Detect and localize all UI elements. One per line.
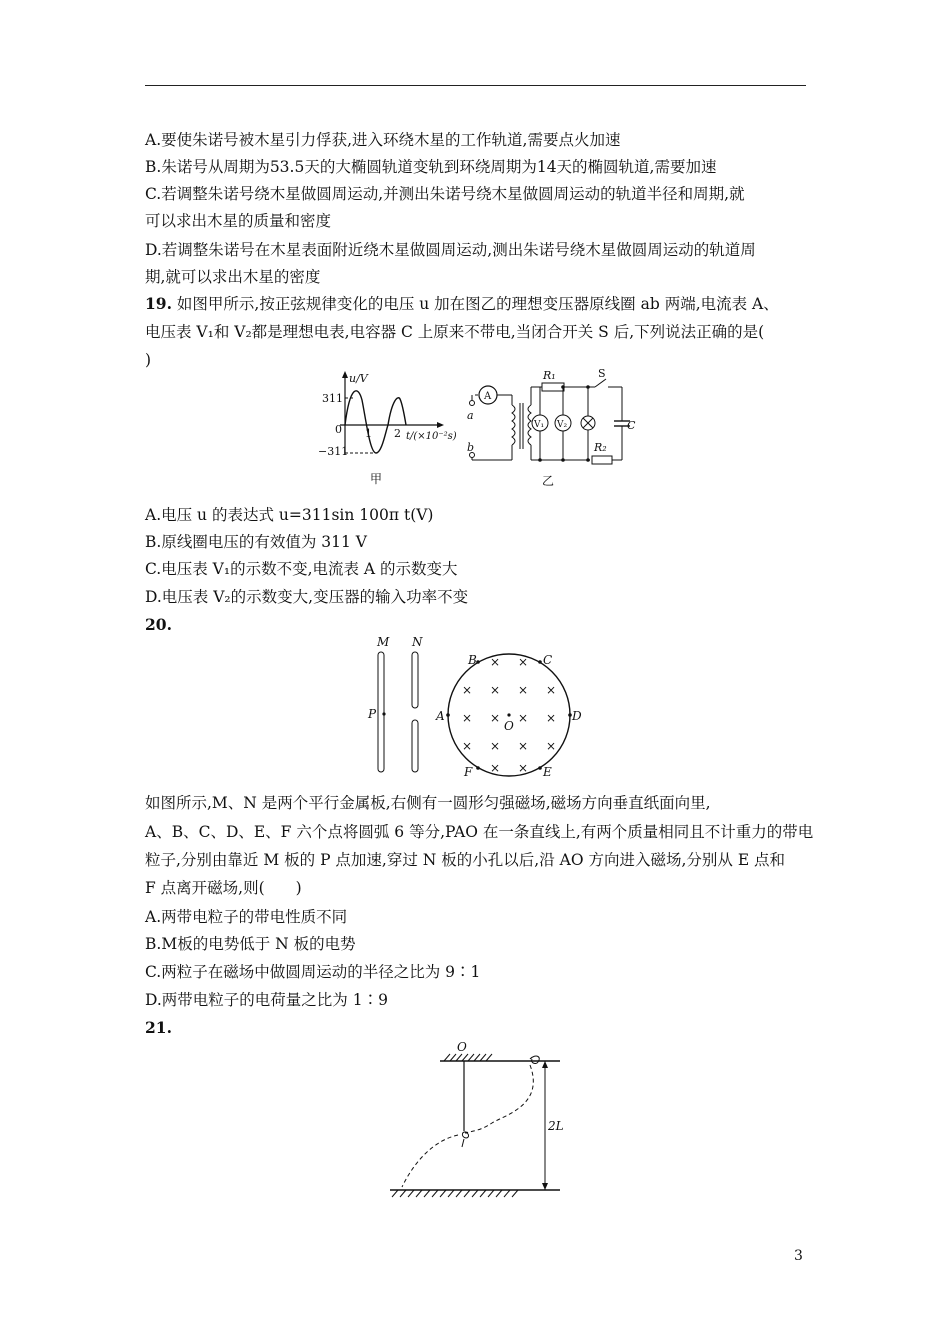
q20-stem-4: F 点离开磁场,则( ) bbox=[145, 879, 302, 897]
q20-label-o: O bbox=[504, 719, 514, 733]
q21-figure bbox=[380, 1035, 580, 1205]
q20-cross: × bbox=[546, 739, 557, 753]
q20-cross: × bbox=[490, 739, 501, 753]
q20-label-e: E bbox=[543, 765, 552, 779]
q20-label-d: D bbox=[572, 709, 582, 723]
q19-v1: V₁ bbox=[534, 420, 545, 430]
q19-option-b: B.原线圈电压的有效值为 311 V bbox=[145, 533, 367, 551]
q20-number: 20. bbox=[145, 615, 172, 634]
q20-option-d: D.两带电粒子的电荷量之比为 1∶9 bbox=[145, 991, 388, 1009]
q20-cross: × bbox=[462, 739, 473, 753]
q20-option-b: B.M板的电势低于 N 板的电势 bbox=[145, 935, 356, 953]
q20-cross: × bbox=[490, 761, 501, 775]
q20-label-m: M bbox=[377, 635, 390, 649]
q19-option-c: C.电压表 V₁的示数不变,电流表 A 的示数变大 bbox=[145, 560, 458, 578]
q21-label-o: O bbox=[457, 1040, 467, 1054]
q20-option-c: C.两粒子在磁场中做圆周运动的半径之比为 9∶1 bbox=[145, 963, 481, 981]
q19-axis-u: u/V bbox=[349, 372, 368, 385]
q18-option-b: B.朱诺号从周期为53.5天的大椭圆轨道变轨到环绕周期为14天的椭圆轨道,需要加速 bbox=[145, 158, 717, 176]
q20-cross: × bbox=[518, 655, 529, 669]
q21-label-2l: 2L bbox=[548, 1119, 564, 1133]
q19-r1: R₁ bbox=[543, 369, 556, 382]
q19-stem-2: 电压表 V₁和 V₂都是理想电表,电容器 C 上原来不带电,当闭合开关 S 后,下列说法正确的是( bbox=[145, 323, 765, 341]
q19-ammeter: A bbox=[484, 391, 492, 402]
q19-figure bbox=[318, 365, 650, 495]
q19-number: 19. bbox=[145, 294, 172, 313]
q20-cross: × bbox=[462, 683, 473, 697]
q19-origin: 0 bbox=[335, 423, 342, 436]
q20-option-a: A.两带电粒子的带电性质不同 bbox=[145, 908, 348, 926]
q19-switch: S bbox=[598, 367, 606, 380]
q20-stem-1: 如图所示,M、N 是两个平行金属板,右侧有一圆形匀强磁场,磁场方向垂直纸面向里, bbox=[145, 794, 711, 812]
q18-option-c: C.若调整朱诺号绕木星做圆周运动,并测出朱诺号绕木星做圆周运动的轨道半径和周期,就 bbox=[145, 185, 745, 203]
q20-cross: × bbox=[490, 655, 501, 669]
q19-tick-1: 1 bbox=[365, 427, 372, 440]
q19-v2: V₂ bbox=[557, 420, 568, 430]
q20-cross: × bbox=[546, 711, 557, 725]
page-number: 3 bbox=[794, 1248, 803, 1264]
q20-label-c: C bbox=[543, 653, 553, 667]
q18-option-a: A.要使朱诺号被木星引力俘获,进入环绕木星的工作轨道,需要点火加速 bbox=[145, 131, 621, 149]
q20-label-b: B bbox=[468, 653, 477, 667]
q20-label-n: N bbox=[412, 635, 423, 649]
q20-cross: × bbox=[462, 711, 473, 725]
q19-label-311: 311 bbox=[322, 392, 343, 405]
q20-figure bbox=[360, 632, 600, 782]
q20-cross: × bbox=[518, 683, 529, 697]
q20-label-p: P bbox=[368, 707, 377, 721]
q20-label-f: F bbox=[464, 765, 473, 779]
q20-cross: × bbox=[490, 683, 501, 697]
q20-stem-2: A、B、C、D、E、F 六个点将圆弧 6 等分,PAO 在一条直线上,有两个质量相同且不计重力的带电 bbox=[145, 823, 814, 841]
q20-cross: × bbox=[546, 683, 557, 697]
q19-axis-t: t/(×10⁻²s) bbox=[406, 431, 457, 442]
q18-option-d-cont: 期,就可以求出木星的密度 bbox=[145, 268, 321, 286]
header-rule bbox=[145, 85, 806, 86]
q20-stem-3: 粒子,分别由靠近 M 板的 P 点加速,穿过 N 板的小孔以后,沿 AO 方向进入磁场,分别从 E 点和 bbox=[145, 851, 786, 869]
q21-number: 21. bbox=[145, 1018, 172, 1037]
q20-label-a: A bbox=[436, 709, 445, 723]
q19-option-a: A.电压 u 的表达式 u=311sin 100π t(V) bbox=[145, 506, 434, 524]
q19-terminal-b: b bbox=[467, 441, 475, 454]
q18-option-c-cont: 可以求出木星的质量和密度 bbox=[145, 212, 332, 230]
q20-cross: × bbox=[518, 711, 529, 725]
q20-cross: × bbox=[518, 739, 529, 753]
q19-stem-1: 19. 如图甲所示,按正弦规律变化的电压 u 加在图乙的理想变压器原线圈 ab 两端,电流表 A、 bbox=[145, 294, 779, 313]
q20-cross: × bbox=[518, 761, 529, 775]
q19-tick-2: 2 bbox=[394, 427, 401, 440]
q19-label-jia: 甲 bbox=[370, 472, 383, 486]
q18-option-d: D.若调整朱诺号在木星表面附近绕木星做圆周运动,测出朱诺号绕木星做圆周运动的轨道周 bbox=[145, 241, 756, 259]
q19-option-d: D.电压表 V₂的示数变大,变压器的输入功率不变 bbox=[145, 588, 469, 606]
q19-stem-3: ) bbox=[145, 351, 152, 369]
q19-label-neg311: −311 bbox=[318, 445, 349, 458]
q19-label-yi: 乙 bbox=[542, 474, 555, 488]
q19-r2: R₂ bbox=[594, 441, 607, 454]
q19-terminal-a: a bbox=[467, 409, 474, 422]
q19-capacitor: C bbox=[627, 419, 636, 432]
q20-cross: × bbox=[490, 711, 501, 725]
